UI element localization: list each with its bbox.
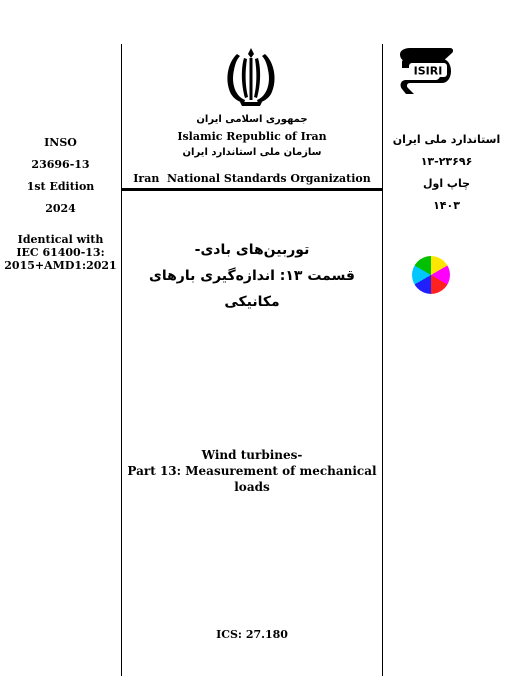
header-rule xyxy=(121,188,383,191)
fa-title-line-2: قسمت ۱۳: اندازه‌گیری بارهای مکانیکی xyxy=(149,268,355,310)
color-wheel-icon xyxy=(412,256,450,294)
isiri-logo-text: ISIRI xyxy=(413,64,443,78)
fa-standard-label: استاندارد ملی ایران xyxy=(392,133,501,146)
fa-title-line-1: توربین‌های بادی- xyxy=(194,242,310,258)
standard-number: 23696-13 xyxy=(31,158,90,171)
identical-line-1: Identical with xyxy=(17,233,104,246)
fa-standard-number: ۱۳-۲۳۶۹۶ xyxy=(420,155,473,168)
identical-line-3: 2015+AMD1:2021 xyxy=(4,259,117,272)
fa-organization: سازمان ملی استاندارد ایران xyxy=(182,147,322,158)
en-title-line-1: Wind turbines- xyxy=(201,448,303,462)
en-title-line-2: Part 13: Measurement of mechanical xyxy=(127,464,377,478)
identical-line-2: IEC 61400-13: xyxy=(16,246,105,259)
left-meta xyxy=(0,132,121,220)
en-organization: Iran National Standards Organization xyxy=(133,172,371,185)
fa-edition: چاپ اول xyxy=(422,177,471,190)
isiri-logo-icon xyxy=(398,45,456,97)
ics-code: ICS: 27.180 xyxy=(216,628,288,641)
edition: 1st Edition xyxy=(26,180,95,193)
en-title-line-3: loads xyxy=(234,480,270,494)
en-republic: Islamic Republic of Iran xyxy=(177,130,327,143)
identical-with xyxy=(0,233,121,272)
en-title xyxy=(121,447,383,495)
right-meta xyxy=(382,129,511,217)
fa-year: ۱۴۰۳ xyxy=(433,199,460,212)
iran-emblem-icon xyxy=(218,44,284,110)
fa-title xyxy=(121,237,383,315)
year: 2024 xyxy=(45,202,76,215)
fa-republic: جمهوری اسلامی ایران xyxy=(196,114,308,125)
standard-code: INSO xyxy=(44,136,77,149)
